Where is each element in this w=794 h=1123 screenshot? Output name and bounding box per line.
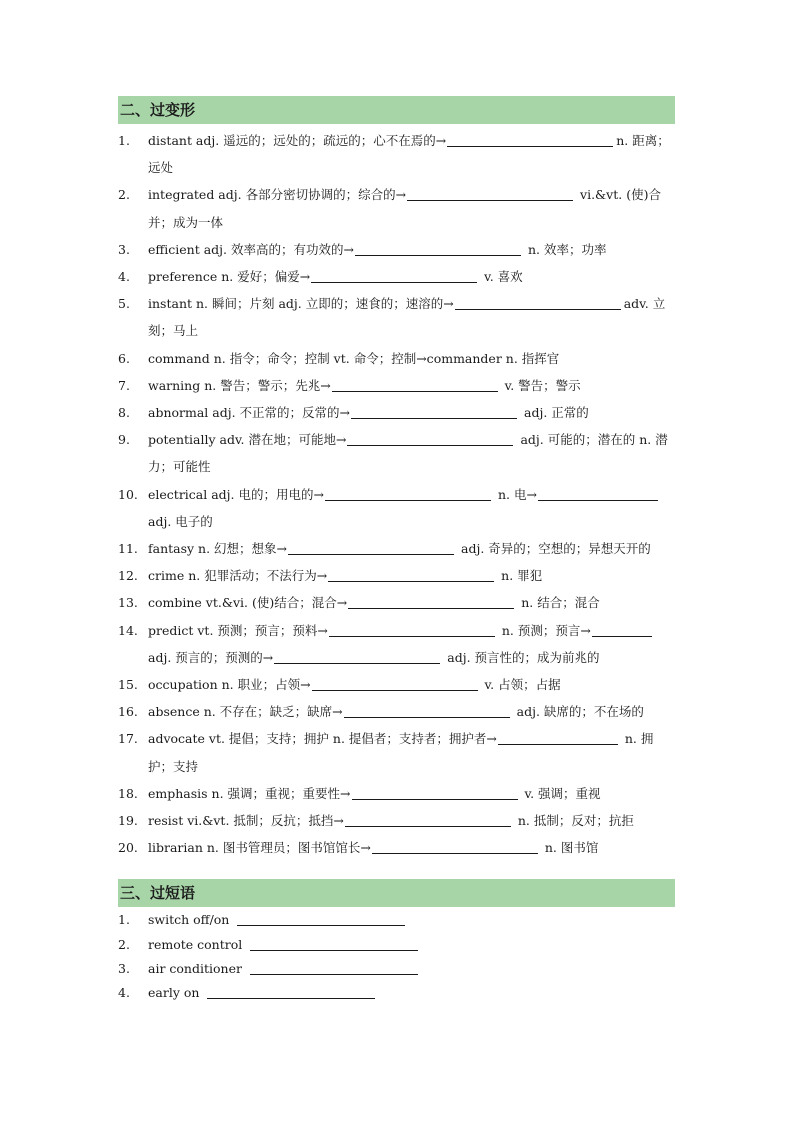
worksheet-page <box>118 96 675 1005</box>
vocab-item-1 <box>118 127 675 181</box>
item-content: integrated adj. 各部分密切协调的；综合的→ vi.&vt. (使)合并；成为一体 <box>148 187 661 230</box>
answer-blank[interactable] <box>329 622 495 637</box>
phrase-list <box>118 908 675 1005</box>
vocab-item-18 <box>118 780 675 807</box>
item-number: 5. <box>118 296 130 312</box>
item-number: 17. <box>118 731 138 747</box>
item-number: 3. <box>118 960 130 976</box>
section-header-phrases: 三、过短语 <box>118 879 675 907</box>
answer-blank[interactable] <box>498 730 618 745</box>
vocab-item-14 <box>118 617 675 671</box>
item-content: command n. 指令；命令；控制 vt. 命令；控制→commander n. 指挥官 <box>148 350 560 366</box>
item-number: 4. <box>118 985 130 1001</box>
item-content: switch off/on <box>148 908 675 932</box>
vocab-item-17 <box>118 725 675 779</box>
answer-blank[interactable] <box>207 984 375 999</box>
item-number: 13. <box>118 595 138 611</box>
item-content: predict vt. 预测；预言；预料→ n. 预测；预言→ adj. 预言的；预测的→ adj. 预言性的；成为前兆的 <box>148 617 675 671</box>
item-number: 9. <box>118 432 130 448</box>
vocab-item-7 <box>118 372 675 399</box>
answer-blank[interactable] <box>344 703 510 718</box>
answer-blank[interactable] <box>332 377 498 392</box>
vocab-item-6 <box>118 345 675 372</box>
item-number: 18. <box>118 785 138 801</box>
vocab-item-11 <box>118 535 675 562</box>
phrase-item-3 <box>118 957 675 981</box>
item-number: 11. <box>118 541 138 557</box>
item-content: preference n. 爱好；偏爱→ v. 喜欢 <box>148 269 523 285</box>
answer-blank[interactable] <box>372 839 538 854</box>
vocab-item-20 <box>118 834 675 861</box>
item-content: abnormal adj. 不正常的；反常的→ adj. 正常的 <box>148 405 589 421</box>
item-number: 14. <box>118 622 138 638</box>
item-content: librarian n. 图书管理员；图书馆馆长→ n. 图书馆 <box>148 840 599 856</box>
item-content: absence n. 不存在；缺乏；缺席→ adj. 缺席的；不在场的 <box>148 704 644 720</box>
vocab-item-8 <box>118 399 675 426</box>
answer-blank[interactable] <box>311 268 477 283</box>
item-number: 1. <box>118 912 130 928</box>
answer-blank[interactable] <box>352 785 518 800</box>
item-content: resist vi.&vt. 抵制；反抗；抵挡→ n. 抵制；反对；抗拒 <box>148 813 634 829</box>
item-content: warning n. 警告；警示；先兆→ v. 警告；警示 <box>148 377 581 393</box>
item-number: 4. <box>118 269 130 285</box>
item-content: instant n. 瞬间；片刻 adj. 立即的；速食的；速溶的→ adv. 立刻；马上 <box>148 296 666 339</box>
vocab-item-3 <box>118 236 675 263</box>
phrase-item-4 <box>118 981 675 1005</box>
answer-blank[interactable] <box>347 431 513 446</box>
item-number: 16. <box>118 704 138 720</box>
item-content: emphasis n. 强调；重视；重要性→ v. 强调；重视 <box>148 785 601 801</box>
vocab-item-15 <box>118 671 675 698</box>
answer-blank[interactable] <box>407 186 573 201</box>
vocab-item-5 <box>118 290 675 344</box>
answer-blank[interactable] <box>592 622 652 637</box>
answer-blank[interactable] <box>345 812 511 827</box>
answer-blank[interactable] <box>312 676 478 691</box>
vocab-item-2 <box>118 181 675 235</box>
answer-blank[interactable] <box>250 936 418 951</box>
item-content: efficient adj. 效率高的；有功效的→ n. 效率；功率 <box>148 241 607 257</box>
vocab-item-9 <box>118 426 675 480</box>
answer-blank[interactable] <box>250 960 418 975</box>
vocab-item-13 <box>118 589 675 616</box>
answer-blank[interactable] <box>455 295 621 310</box>
item-number: 7. <box>118 377 130 393</box>
item-content: crime n. 犯罪活动；不法行为→ n. 罪犯 <box>148 568 543 584</box>
item-content: air conditioner <box>148 957 675 981</box>
item-content: combine vt.&vi. (使)结合；混合→ n. 结合；混合 <box>148 595 600 611</box>
phrase-item-1 <box>118 908 675 932</box>
answer-blank[interactable] <box>355 241 521 256</box>
vocab-item-19 <box>118 807 675 834</box>
vocab-item-4 <box>118 263 675 290</box>
item-number: 20. <box>118 840 138 856</box>
item-content: electrical adj. 电的；用电的→ n. 电→ adj. 电子的 <box>148 481 675 535</box>
vocab-item-16 <box>118 698 675 725</box>
vocab-item-12 <box>118 562 675 589</box>
item-content: remote control <box>148 933 675 957</box>
item-number: 10. <box>118 486 138 502</box>
answer-blank[interactable] <box>237 911 405 926</box>
item-number: 2. <box>118 936 130 952</box>
answer-blank[interactable] <box>325 486 491 501</box>
answer-blank[interactable] <box>288 540 454 555</box>
section-header-vocab: 二、过变形 <box>118 96 675 124</box>
vocab-item-10 <box>118 481 675 535</box>
item-content: potentially adv. 潜在地；可能地→ adj. 可能的；潜在的 n. 潜力；可能性 <box>148 432 668 475</box>
item-number: 3. <box>118 241 130 257</box>
item-content: advocate vt. 提倡；支持；拥护 n. 提倡者；支持者；拥护者→ n. 拥护；支持 <box>148 731 654 774</box>
item-number: 15. <box>118 677 138 693</box>
item-number: 2. <box>118 187 130 203</box>
item-number: 6. <box>118 350 130 366</box>
item-number: 1. <box>118 133 130 148</box>
answer-blank[interactable] <box>328 567 494 582</box>
item-number: 19. <box>118 813 138 829</box>
answer-blank[interactable] <box>348 594 514 609</box>
answer-blank[interactable] <box>351 404 517 419</box>
phrase-item-2 <box>118 933 675 957</box>
answer-blank[interactable] <box>447 132 613 147</box>
answer-blank[interactable] <box>274 649 440 664</box>
item-content: distant adj. 遥远的；远处的；疏远的；心不在焉的→ n. 距离；远处 <box>148 133 670 176</box>
item-number: 12. <box>118 568 138 584</box>
item-content: occupation n. 职业；占领→ v. 占领；占据 <box>148 677 561 693</box>
item-content: early on <box>148 981 675 1005</box>
answer-blank[interactable] <box>538 486 658 501</box>
item-number: 8. <box>118 405 130 421</box>
item-content: fantasy n. 幻想；想象→ adj. 奇异的；空想的；异想天开的 <box>148 541 651 557</box>
vocab-list <box>118 127 675 861</box>
